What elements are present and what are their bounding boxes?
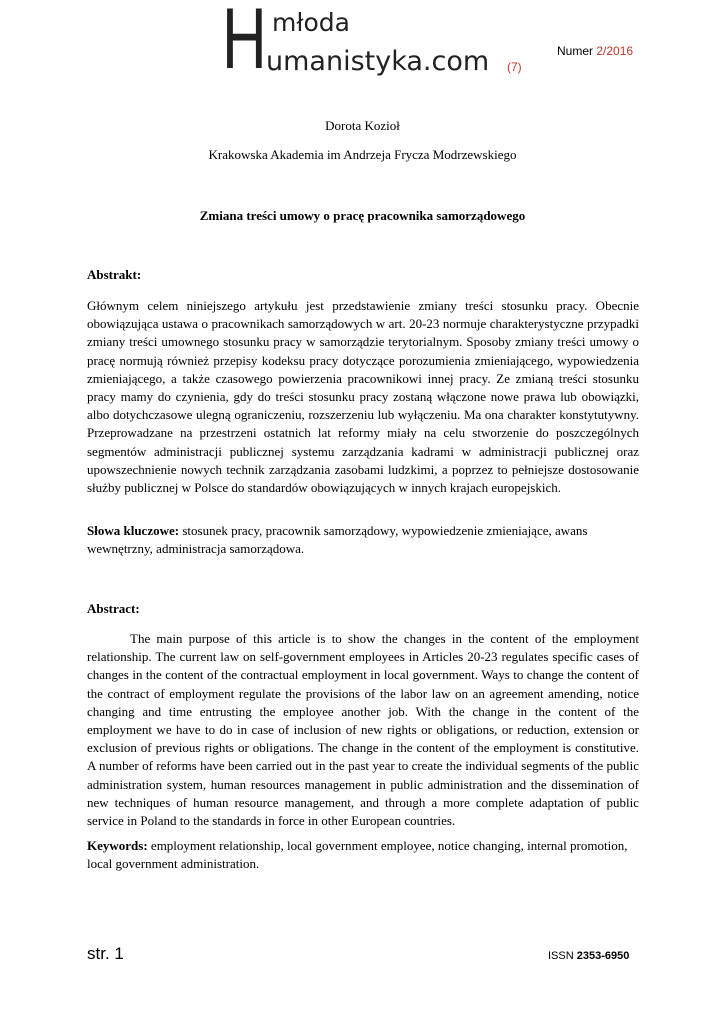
abstract-text: The main purpose of this article is to show the changes in the content of the employment relationship. The current law on self-government employees in Articles 20-23 regulates specific cases of changes in the content of the contractual employment in local government. Ways to change the content of the contract of employment regulate the provisions of the labor law on an agreement amending, notice changing and time entrusting the employee another job. With the change in the content of the employment we have to do in case of inclusion of new rights or obligations, or reduction, extension or exclusion of previous rights or obligations. The change in the content of the employment is constitutive. A number of reforms have been carried out in the past year to create the individual segments of the public administration system, human resources management in public administration and the dissemination of new techniques of human resource management, and through a more complete adaptation of public service in Poland to the standards in force in other European countries. bbox=[87, 631, 639, 829]
keywords-label: Keywords: bbox=[87, 838, 148, 853]
issue-number-value: 2/2016 bbox=[596, 44, 634, 58]
author-affiliation: Krakowska Akademia im Andrzeja Frycza Modrzewskiego bbox=[208, 147, 517, 162]
logo-issue-number: (7) bbox=[507, 60, 522, 74]
article-title: Zmiana treści umowy o pracę pracownika samorządowego bbox=[199, 208, 526, 223]
logo-umanistyka: umanistyka.com bbox=[266, 46, 490, 77]
author-name: Dorota Kozioł bbox=[325, 118, 400, 133]
issue-number bbox=[557, 44, 633, 58]
logo-mloda: młoda bbox=[272, 8, 350, 37]
abstract-heading: Abstract: bbox=[87, 601, 140, 616]
slowa-kluczowe-label: Słowa kluczowe: bbox=[87, 523, 180, 538]
logo-h-letter: H bbox=[222, 0, 267, 87]
issue-number-label: Numer bbox=[557, 44, 594, 58]
slowa-kluczowe-text: stosunek pracy, pracownik samorządowy, wypowiedzenie zmieniające, awans wewnętrzny, administracja samorządowa. bbox=[87, 523, 588, 557]
abstrakt-heading: Abstrakt: bbox=[87, 267, 142, 282]
issn-value: 2353-6950 bbox=[576, 950, 630, 962]
slowa-kluczowe bbox=[87, 522, 639, 558]
abstrakt-text: Głównym celem niniejszego artykułu jest przedstawienie zmiany treści stosunku pracy. Obecnie obowiązująca ustawa o pracownikach samorządowych w art. 20-23 normuje charakterystyczne przypadki zmiany treści umownego stosunku pracy w samorządzie terytorialnym. Sposoby zmiany treści umowy o pracę normują również przepisy kodeksu pracy dotyczące porozumienia zmieniającego, wypowiedzenia zmieniającego, a także czasowego powierzenia pracownikowi innej pracy. Ze zmianą treści stosunku pracy mamy do czynienia, gdy do treści stosunku pracy zostaną włączone nowe prawa lub obowiązki, albo dotychczasowe ulegną ograniczeniu, rozszerzeniu lub wyłączeniu. Ma ona charakter konstytutywny. Przeprowadzane na przestrzeni ostatnich lat reformy miały na celu stworzenie do poszczególnych segmentów administracji publicznej systemu zarządzania kadrami w administracji publicznej oraz upowszechnienie nowych technik zarządzania zasobami ludzkimi, a poprzez to pełniejsze dostosowanie służby publicznej w Polsce do standardów obowiązujących w innych krajach europejskich. bbox=[87, 298, 639, 496]
issn-label: ISSN bbox=[548, 950, 574, 962]
issn bbox=[548, 950, 629, 962]
page-number: str. 1 bbox=[87, 944, 124, 963]
keywords bbox=[87, 837, 639, 873]
keywords-text: employment relationship, local government employee, notice changing, internal promotion, local government administration. bbox=[87, 838, 628, 872]
journal-logo bbox=[222, 2, 532, 88]
